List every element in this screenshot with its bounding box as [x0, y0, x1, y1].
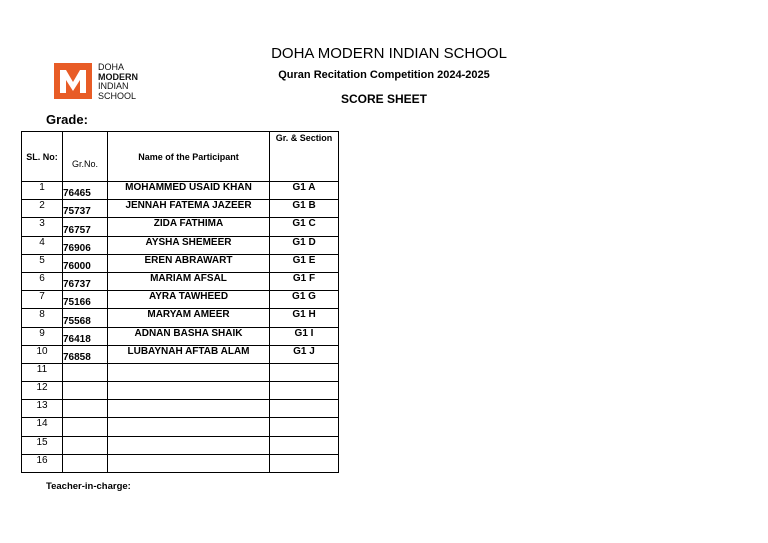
- cell-grade-section: [270, 363, 339, 381]
- cell-participant-name: MARYAM AMEER: [108, 309, 270, 327]
- cell-sl-no: 1: [22, 182, 63, 200]
- cell-gr-no: [63, 418, 108, 436]
- cell-sl-no: 8: [22, 309, 63, 327]
- cell-gr-no: [63, 382, 108, 400]
- teacher-in-charge-label: Teacher-in-charge:: [46, 481, 131, 492]
- cell-grade-section: G1 H: [270, 309, 339, 327]
- cell-sl-no: 11: [22, 363, 63, 381]
- grade-label: Grade:: [46, 112, 88, 127]
- cell-grade-section: G1 E: [270, 254, 339, 272]
- cell-sl-no: 6: [22, 272, 63, 290]
- column-header-section: Gr. & Section: [270, 132, 339, 182]
- table-row: [22, 363, 339, 381]
- column-header-gr-no: Gr.No.: [63, 132, 108, 182]
- sheet-title: SCORE SHEET: [340, 92, 427, 106]
- table-row: [22, 382, 339, 400]
- cell-grade-section: G1 C: [270, 218, 339, 236]
- cell-sl-no: 7: [22, 291, 63, 309]
- cell-gr-no: [63, 363, 108, 381]
- cell-gr-no: 76465: [63, 182, 108, 200]
- table-row: [22, 345, 339, 363]
- table-row: [22, 436, 339, 454]
- cell-participant-name: AYSHA SHEMEER: [108, 236, 270, 254]
- cell-sl-no: 5: [22, 254, 63, 272]
- logo-line-4: SCHOOL: [98, 90, 137, 101]
- table-row: [22, 200, 339, 218]
- cell-gr-no: 76906: [63, 236, 108, 254]
- cell-participant-name: [108, 382, 270, 400]
- cell-participant-name: [108, 436, 270, 454]
- cell-grade-section: [270, 400, 339, 418]
- cell-grade-section: [270, 436, 339, 454]
- cell-sl-no: 10: [22, 345, 63, 363]
- cell-participant-name: EREN ABRAWART: [108, 254, 270, 272]
- cell-grade-section: [270, 454, 339, 472]
- cell-participant-name: MOHAMMED USAID KHAN: [108, 182, 270, 200]
- table-row: [22, 327, 339, 345]
- cell-participant-name: JENNAH FATEMA JAZEER: [108, 200, 270, 218]
- cell-gr-no: [63, 400, 108, 418]
- cell-grade-section: G1 G: [270, 291, 339, 309]
- cell-participant-name: AYRA TAWHEED: [108, 291, 270, 309]
- table-row: [22, 309, 339, 327]
- cell-sl-no: 2: [22, 200, 63, 218]
- cell-grade-section: [270, 418, 339, 436]
- cell-gr-no: 76737: [63, 272, 108, 290]
- table-row: [22, 291, 339, 309]
- cell-sl-no: 9: [22, 327, 63, 345]
- cell-participant-name: MARIAM AFSAL: [108, 272, 270, 290]
- cell-gr-no: 76000: [63, 254, 108, 272]
- cell-gr-no: 75737: [63, 200, 108, 218]
- cell-gr-no: [63, 454, 108, 472]
- table-row: [22, 400, 339, 418]
- cell-gr-no: 76757: [63, 218, 108, 236]
- cell-participant-name: LUBAYNAH AFTAB ALAM: [108, 345, 270, 363]
- table-row: [22, 418, 339, 436]
- logo-line-3: INDIAN: [98, 81, 129, 91]
- cell-sl-no: 3: [22, 218, 63, 236]
- cell-sl-no: 4: [22, 236, 63, 254]
- table-row: [22, 272, 339, 290]
- cell-grade-section: G1 D: [270, 236, 339, 254]
- table-body: [22, 182, 339, 473]
- column-header-name: Name of the Participant: [108, 132, 270, 182]
- cell-grade-section: [270, 382, 339, 400]
- score-table: [21, 131, 339, 473]
- column-header-sl: SL. No:: [22, 132, 63, 182]
- cell-participant-name: [108, 418, 270, 436]
- cell-participant-name: ADNAN BASHA SHAIK: [108, 327, 270, 345]
- cell-grade-section: G1 B: [270, 200, 339, 218]
- cell-sl-no: 14: [22, 418, 63, 436]
- table-header-row: [22, 132, 339, 182]
- logo-line-2: MODERN: [98, 71, 138, 82]
- competition-title: Quran Recitation Competition 2024-2025: [278, 69, 490, 81]
- cell-participant-name: [108, 363, 270, 381]
- table-row: [22, 454, 339, 472]
- cell-gr-no: 75166: [63, 291, 108, 309]
- logo-line-1: DOHA: [98, 62, 125, 72]
- cell-gr-no: 76418: [63, 327, 108, 345]
- cell-participant-name: [108, 454, 270, 472]
- cell-participant-name: ZIDA FATHIMA: [108, 218, 270, 236]
- cell-grade-section: G1 F: [270, 272, 339, 290]
- table-row: [22, 182, 339, 200]
- table-row: [22, 254, 339, 272]
- cell-participant-name: [108, 400, 270, 418]
- cell-sl-no: 12: [22, 382, 63, 400]
- cell-gr-no: 75568: [63, 309, 108, 327]
- cell-gr-no: 76858: [63, 345, 108, 363]
- cell-grade-section: G1 I: [270, 327, 339, 345]
- table-row: [22, 218, 339, 236]
- cell-grade-section: G1 A: [270, 182, 339, 200]
- school-name: DOHA MODERN INDIAN SCHOOL: [271, 45, 507, 62]
- cell-sl-no: 13: [22, 400, 63, 418]
- cell-gr-no: [63, 436, 108, 454]
- cell-sl-no: 15: [22, 436, 63, 454]
- cell-grade-section: G1 J: [270, 345, 339, 363]
- table-row: [22, 236, 339, 254]
- cell-sl-no: 16: [22, 454, 63, 472]
